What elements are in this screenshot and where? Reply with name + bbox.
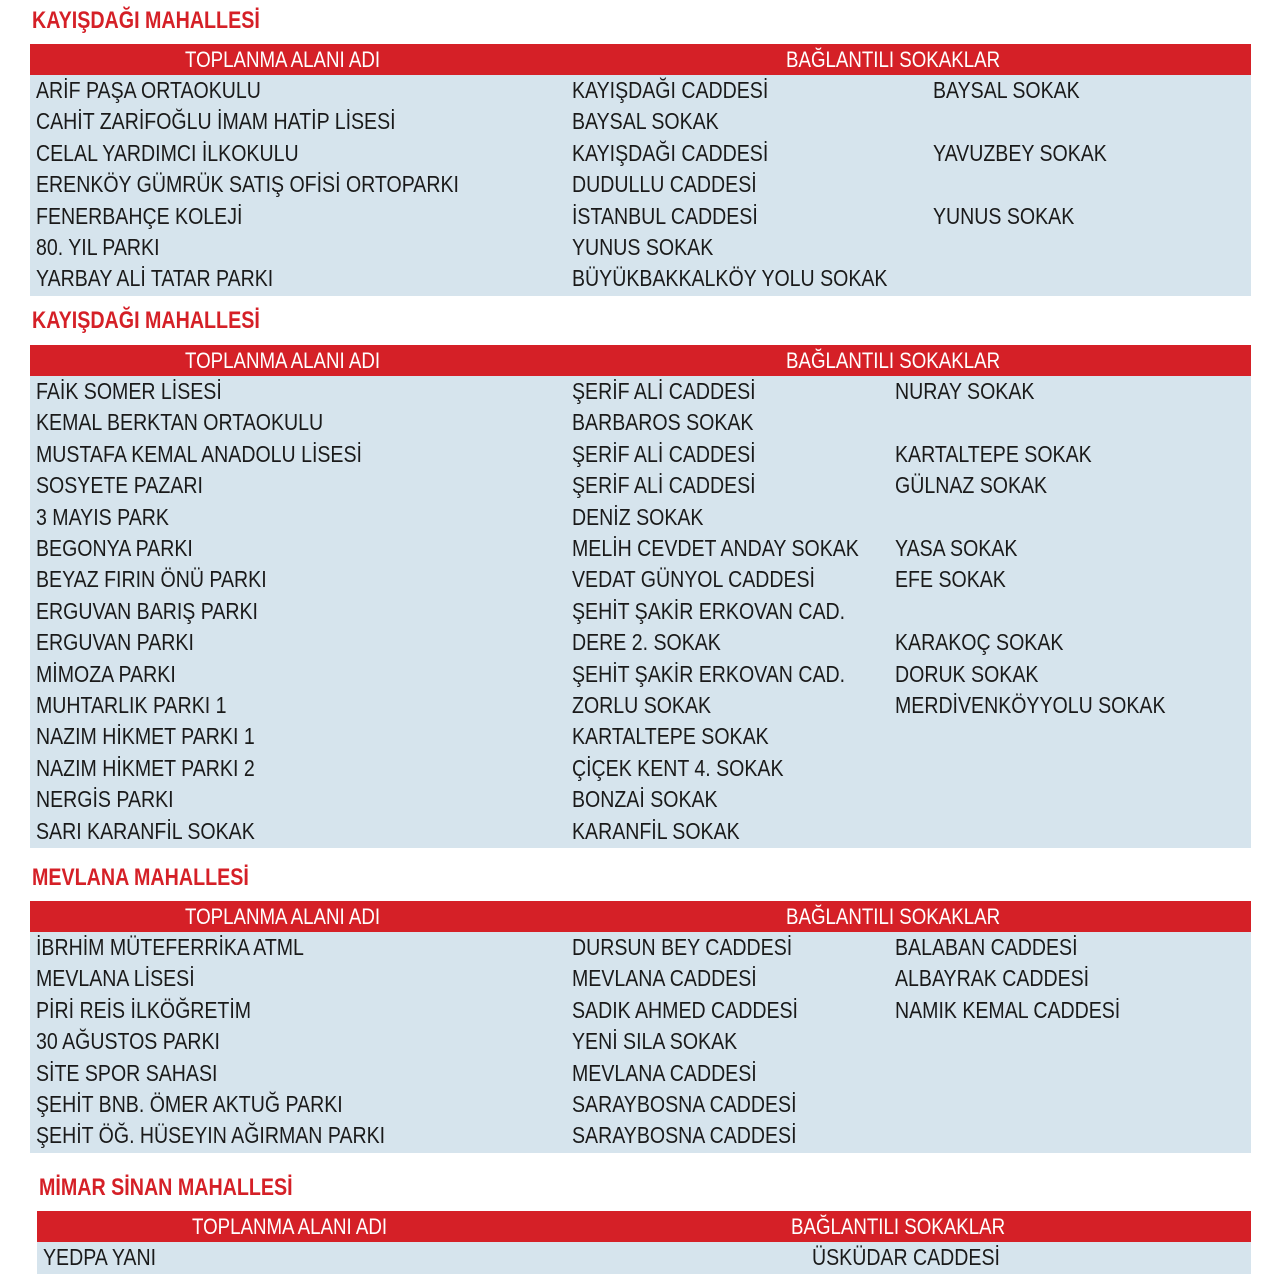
connected-street-1: BAYSAL SOKAK bbox=[572, 108, 719, 135]
table-body bbox=[30, 932, 1251, 1153]
connected-street-1: ŞERİF ALİ CADDESİ bbox=[572, 378, 756, 404]
table-header bbox=[30, 901, 1251, 932]
connected-street-1: VEDAT GÜNYOL CADDESİ bbox=[572, 566, 815, 593]
connected-street-2: YAVUZBEY SOKAK bbox=[933, 139, 1107, 166]
table-body bbox=[30, 75, 1251, 296]
assembly-area-name: BEGONYA PARKI bbox=[36, 535, 193, 561]
assembly-area-name: FAİK SOMER LİSESİ bbox=[36, 378, 222, 404]
table-row bbox=[30, 932, 1251, 963]
table-row bbox=[30, 596, 1251, 627]
connected-street-1: ÇİÇEK KENT 4. SOKAK bbox=[572, 754, 784, 781]
connected-street-1: SARAYBOSNA CADDESİ bbox=[572, 1091, 797, 1117]
table-row bbox=[30, 263, 1251, 294]
table-row bbox=[30, 784, 1251, 815]
connected-street-1: ŞEHİT ŞAKİR ERKOVAN CAD. bbox=[572, 597, 846, 624]
assembly-table bbox=[30, 44, 1251, 296]
connected-street-1: YENİ SILA SOKAK bbox=[572, 1028, 738, 1055]
table-row bbox=[30, 1058, 1251, 1089]
assembly-area-name: ERENKÖY GÜMRÜK SATIŞ OFİSİ ORTOPARKI bbox=[36, 171, 459, 198]
connected-street-2: GÜLNAZ SOKAK bbox=[895, 472, 1048, 499]
section-title: KAYIŞDAĞI MAHALLESİ bbox=[32, 7, 260, 34]
section-title: KAYIŞDAĞI MAHALLESİ bbox=[32, 307, 260, 334]
table-row bbox=[30, 169, 1251, 200]
connected-street-1: MEVLANA CADDESİ bbox=[572, 1059, 757, 1086]
table-row bbox=[30, 995, 1251, 1026]
connected-street-2: BAYSAL SOKAK bbox=[933, 77, 1080, 103]
table-row bbox=[30, 816, 1251, 847]
assembly-area-name: CAHİT ZARİFOĞLU İMAM HATİP LİSESİ bbox=[36, 108, 396, 135]
assembly-area-name: CELAL YARDIMCI İLKOKULU bbox=[36, 139, 299, 166]
table-row bbox=[30, 201, 1251, 232]
table-header bbox=[37, 1211, 1251, 1242]
connected-street-2: KARAKOÇ SOKAK bbox=[895, 629, 1064, 656]
connected-street-1: MEVLANA CADDESİ bbox=[572, 965, 757, 992]
connected-street-2: MERDİVENKÖYYOLU SOKAK bbox=[895, 692, 1166, 718]
assembly-area-name: BEYAZ FIRIN ÖNÜ PARKI bbox=[36, 566, 267, 593]
table-row bbox=[30, 627, 1251, 658]
connected-street-1: DUDULLU CADDESİ bbox=[572, 171, 757, 198]
connected-street-1: BÜYÜKBAKKALKÖY YOLU SOKAK bbox=[572, 265, 888, 292]
section-title: MİMAR SİNAN MAHALLESİ bbox=[39, 1174, 293, 1201]
assembly-area-name: ŞEHİT ÖĞ. HÜSEYIN AĞIRMAN PARKI bbox=[36, 1122, 386, 1149]
connected-street-1: DURSUN BEY CADDESİ bbox=[572, 934, 793, 960]
connected-street-1: YUNUS SOKAK bbox=[572, 234, 714, 260]
assembly-area-name: NAZIM HİKMET PARKI 2 bbox=[36, 754, 255, 781]
connected-street-1: DERE 2. SOKAK bbox=[572, 629, 721, 656]
table-row bbox=[30, 502, 1251, 533]
connected-street-1: MELİH CEVDET ANDAY SOKAK bbox=[572, 535, 859, 561]
connected-street-1: SARAYBOSNA CADDESİ bbox=[572, 1122, 797, 1149]
table-row bbox=[30, 106, 1251, 137]
assembly-area-name: ARİF PAŞA ORTAOKULU bbox=[36, 77, 261, 103]
connected-street-1: BARBAROS SOKAK bbox=[572, 409, 754, 436]
connected-street-2: NURAY SOKAK bbox=[895, 378, 1035, 404]
assembly-area-name: SİTE SPOR SAHASI bbox=[36, 1059, 218, 1086]
section-title: MEVLANA MAHALLESİ bbox=[32, 864, 249, 891]
connected-street-1: ZORLU SOKAK bbox=[572, 692, 712, 718]
table-row bbox=[30, 690, 1251, 721]
table-row bbox=[30, 721, 1251, 752]
connected-street-2: YASA SOKAK bbox=[895, 535, 1018, 561]
connected-street-1: KAYIŞDAĞI CADDESİ bbox=[572, 139, 769, 166]
table-row bbox=[30, 75, 1251, 106]
connected-street-1: DENİZ SOKAK bbox=[572, 503, 704, 530]
assembly-area-name: MEVLANA LİSESİ bbox=[36, 965, 195, 992]
table-row bbox=[30, 1026, 1251, 1057]
connected-street-2: YUNUS SOKAK bbox=[933, 202, 1075, 229]
assembly-table bbox=[37, 1211, 1251, 1274]
assembly-area-name: ŞEHİT BNB. ÖMER AKTUĞ PARKI bbox=[36, 1091, 343, 1117]
table-body bbox=[30, 376, 1251, 848]
header-assembly-area-name: TOPLANMA ALANI ADI bbox=[185, 904, 381, 929]
table-row bbox=[30, 533, 1251, 564]
table-body bbox=[37, 1242, 1251, 1274]
assembly-area-name: PİRİ REİS İLKÖĞRETİM bbox=[36, 996, 252, 1023]
connected-street-2: NAMIK KEMAL CADDESİ bbox=[895, 996, 1121, 1023]
connected-street-1: ŞEHİT ŞAKİR ERKOVAN CAD. bbox=[572, 660, 846, 687]
assembly-area-name: MİMOZA PARKI bbox=[36, 660, 176, 687]
header-assembly-area-name: TOPLANMA ALANI ADI bbox=[185, 47, 381, 72]
connected-street-1: KARTALTEPE SOKAK bbox=[572, 723, 769, 750]
connected-street-1: KARANFİL SOKAK bbox=[572, 817, 740, 844]
assembly-area-name: MUHTARLIK PARKI 1 bbox=[36, 692, 227, 718]
assembly-area-name: NAZIM HİKMET PARKI 1 bbox=[36, 723, 255, 750]
header-connected-streets: BAĞLANTILI SOKAKLAR bbox=[786, 47, 1001, 72]
assembly-area-name: MUSTAFA KEMAL ANADOLU LİSESİ bbox=[36, 440, 362, 467]
assembly-table bbox=[30, 901, 1251, 1153]
connected-street-1: İSTANBUL CADDESİ bbox=[572, 202, 758, 229]
table-header bbox=[30, 345, 1251, 376]
table-row bbox=[30, 138, 1251, 169]
assembly-area-name: 3 MAYIS PARK bbox=[36, 503, 169, 530]
assembly-area-name: SARI KARANFİL SOKAK bbox=[36, 817, 255, 844]
connected-street-1: ŞERİF ALİ CADDESİ bbox=[572, 440, 756, 467]
table-row bbox=[30, 659, 1251, 690]
connected-street-1: ŞERİF ALİ CADDESİ bbox=[572, 472, 756, 499]
connected-street-2: DORUK SOKAK bbox=[895, 660, 1039, 687]
table-row bbox=[30, 753, 1251, 784]
assembly-area-name: ERGUVAN BARIŞ PARKI bbox=[36, 597, 258, 624]
assembly-area-name: 80. YIL PARKI bbox=[36, 234, 160, 260]
connected-street-1: ÜSKÜDAR CADDESİ bbox=[812, 1244, 1000, 1270]
connected-street-1: KAYIŞDAĞI CADDESİ bbox=[572, 77, 769, 103]
header-assembly-area-name: TOPLANMA ALANI ADI bbox=[192, 1214, 388, 1239]
assembly-area-name: ERGUVAN PARKI bbox=[36, 629, 194, 656]
table-row bbox=[30, 1089, 1251, 1120]
header-assembly-area-name: TOPLANMA ALANI ADI bbox=[185, 348, 381, 373]
connected-street-1: BONZAİ SOKAK bbox=[572, 786, 718, 813]
connected-street-2: EFE SOKAK bbox=[895, 566, 1006, 593]
connected-street-2: KARTALTEPE SOKAK bbox=[895, 440, 1092, 467]
assembly-area-name: İBRHİM MÜTEFERRİKA ATML bbox=[36, 934, 304, 960]
connected-street-1: SADIK AHMED CADDESİ bbox=[572, 996, 798, 1023]
table-row bbox=[30, 439, 1251, 470]
assembly-area-name: SOSYETE PAZARI bbox=[36, 472, 203, 499]
table-row bbox=[30, 232, 1251, 263]
table-row bbox=[30, 963, 1251, 994]
table-row bbox=[30, 1120, 1251, 1151]
assembly-area-name: KEMAL BERKTAN ORTAOKULU bbox=[36, 409, 324, 436]
table-row bbox=[30, 564, 1251, 595]
header-connected-streets: BAĞLANTILI SOKAKLAR bbox=[786, 348, 1001, 373]
table-row bbox=[30, 407, 1251, 438]
table-row bbox=[37, 1242, 1251, 1273]
assembly-area-name: FENERBAHÇE KOLEJİ bbox=[36, 202, 243, 229]
header-connected-streets: BAĞLANTILI SOKAKLAR bbox=[786, 904, 1001, 929]
assembly-area-name: 30 AĞUSTOS PARKI bbox=[36, 1028, 220, 1055]
assembly-area-name: YARBAY ALİ TATAR PARKI bbox=[36, 265, 274, 292]
table-header bbox=[30, 44, 1251, 75]
header-connected-streets: BAĞLANTILI SOKAKLAR bbox=[791, 1214, 1006, 1239]
connected-street-2: ALBAYRAK CADDESİ bbox=[895, 965, 1090, 992]
assembly-area-name: NERGİS PARKI bbox=[36, 786, 174, 813]
connected-street-2: BALABAN CADDESİ bbox=[895, 934, 1078, 960]
assembly-area-name: YEDPA YANI bbox=[43, 1244, 157, 1270]
assembly-table bbox=[30, 345, 1251, 848]
table-row bbox=[30, 376, 1251, 407]
table-row bbox=[30, 470, 1251, 501]
